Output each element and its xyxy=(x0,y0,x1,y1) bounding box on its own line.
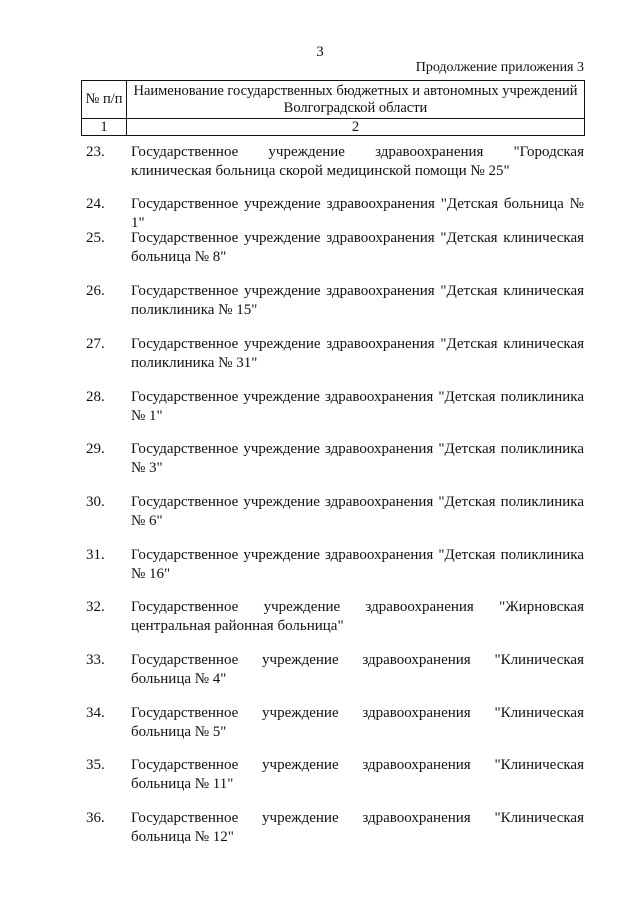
appendix-continuation-label: Продолжение приложения 3 xyxy=(415,60,584,75)
item-number: 27. xyxy=(86,336,105,352)
item-number: 25. xyxy=(86,230,105,246)
item-name: Государственное учреждение здравоохранения "Клиническая больница № 5" xyxy=(131,705,584,740)
item-number: 26. xyxy=(86,283,105,299)
item-name: Государственное учреждение здравоохранения "Детская поликлиника № 3" xyxy=(131,441,584,476)
item-name: Государственное учреждение здравоохранения "Детская клиническая больница № 8" xyxy=(131,230,584,265)
item-number: 36. xyxy=(86,810,105,826)
header-table xyxy=(81,80,585,136)
item-number: 33. xyxy=(86,652,105,668)
column-index-row xyxy=(82,119,585,136)
item-name: Государственное учреждение здравоохранения "Детская больница № 1" xyxy=(131,196,584,231)
item-number: 34. xyxy=(86,705,105,721)
header-row xyxy=(82,81,585,119)
item-name: Государственное учреждение здравоохранения "Детская клиническая поликлиника № 15" xyxy=(131,283,584,318)
col-number-header: № п/п xyxy=(82,81,127,119)
item-number: 35. xyxy=(86,757,105,773)
item-name: Государственное учреждение здравоохранения "Детская поликлиника № 6" xyxy=(131,494,584,529)
col-number-index: 1 xyxy=(82,119,127,136)
item-name: Государственное учреждение здравоохранения "Детская поликлиника № 1" xyxy=(131,389,584,424)
item-name: Государственное учреждение здравоохранения "Городская клиническая больница скорой медицинской помощи № 25" xyxy=(131,144,584,179)
page-number: 3 xyxy=(316,44,324,60)
item-name: Государственное учреждение здравоохранения "Детская клиническая поликлиника № 31" xyxy=(131,336,584,371)
item-name: Государственное учреждение здравоохранения "Клиническая больница № 4" xyxy=(131,652,584,687)
item-number: 31. xyxy=(86,547,105,563)
col-name-index: 2 xyxy=(127,119,585,136)
item-number: 28. xyxy=(86,389,105,405)
item-name: Государственное учреждение здравоохранения "Жирновская центральная районная больница" xyxy=(131,599,584,634)
item-number: 24. xyxy=(86,196,105,212)
item-name: Государственное учреждение здравоохранения "Детская поликлиника № 16" xyxy=(131,547,584,582)
item-number: 29. xyxy=(86,441,105,457)
item-number: 32. xyxy=(86,599,105,615)
item-name: Государственное учреждение здравоохранения "Клиническая больница № 12" xyxy=(131,810,584,845)
item-number: 23. xyxy=(86,144,105,160)
col-name-header: Наименование государственных бюджетных и автономных учреждений Волгоградской области xyxy=(127,81,585,119)
item-name: Государственное учреждение здравоохранения "Клиническая больница № 11" xyxy=(131,757,584,792)
item-number: 30. xyxy=(86,494,105,510)
